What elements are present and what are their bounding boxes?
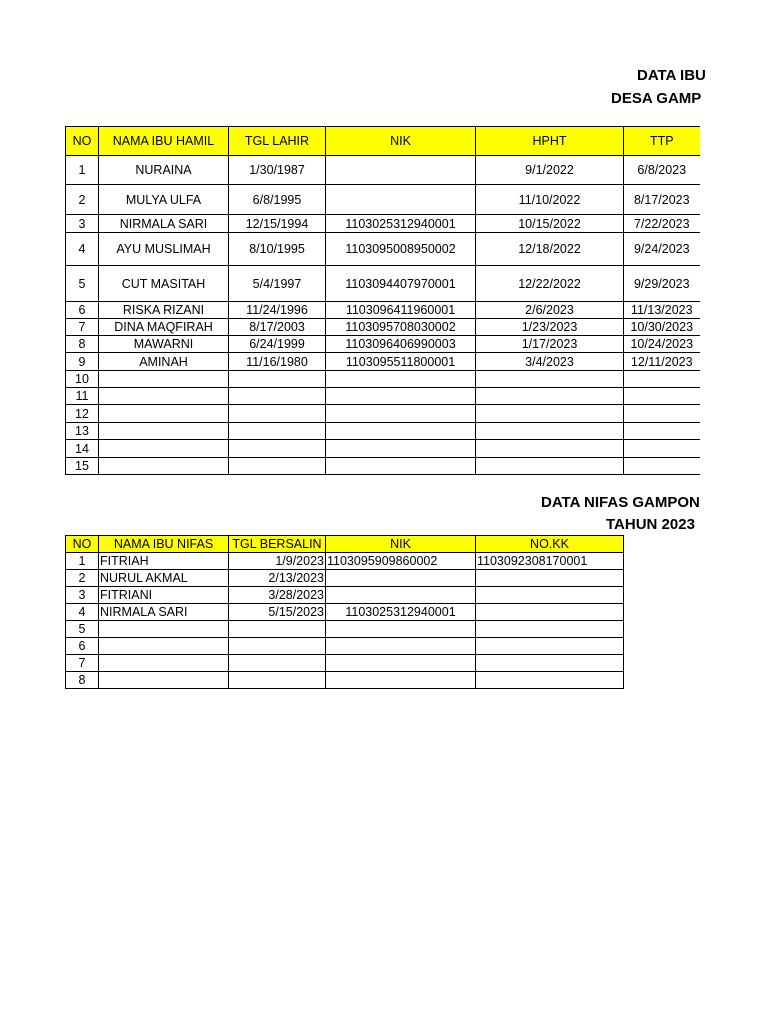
cell-nik: 1103095008950002 [326, 233, 476, 266]
cell-tgl-bersalin: 2/13/2023 [229, 570, 326, 587]
cell-no: 14 [66, 440, 99, 458]
cell-tgl-lahir [229, 458, 326, 475]
cell-nama [99, 655, 229, 672]
cell-no: 8 [66, 672, 99, 689]
cell-tgl-bersalin: 3/28/2023 [229, 587, 326, 604]
cell-nik [326, 672, 476, 689]
cell-no: 1 [66, 553, 99, 570]
cell-nama: MAWARNI [99, 336, 229, 353]
header-no-kk: NO.KK [476, 536, 624, 553]
nifas-title-line1: DATA NIFAS GAMPON [541, 494, 700, 511]
cell-ttp [624, 458, 700, 475]
cell-nik [326, 655, 476, 672]
cell-nik [326, 638, 476, 655]
header-tgl-lahir: TGL LAHIR [229, 127, 326, 156]
cell-tgl-lahir: 8/17/2003 [229, 319, 326, 336]
cell-nama [99, 672, 229, 689]
cell-tgl-lahir: 6/24/1999 [229, 336, 326, 353]
cell-nik [326, 570, 476, 587]
cell-tgl-lahir: 8/10/1995 [229, 233, 326, 266]
cell-ttp: 9/24/2023 [624, 233, 700, 266]
cell-no-kk [476, 570, 624, 587]
cell-no: 5 [66, 266, 99, 302]
cell-nama: DINA MAQFIRAH [99, 319, 229, 336]
cell-no: 7 [66, 319, 99, 336]
cell-nama: FITRIANI [99, 587, 229, 604]
table-row [66, 553, 624, 570]
cell-ttp [624, 440, 700, 458]
hamil-title-line2: DESA GAMP [611, 90, 702, 107]
table-row [66, 587, 624, 604]
header-nama: NAMA IBU HAMIL [99, 127, 229, 156]
cell-tgl-lahir [229, 371, 326, 388]
cell-hpht [476, 388, 624, 405]
cell-nik: 1103096411960001 [326, 302, 476, 319]
cell-tgl-bersalin [229, 638, 326, 655]
cell-nama [99, 638, 229, 655]
cell-ttp: 8/17/2023 [624, 185, 700, 215]
cell-no-kk [476, 672, 624, 689]
table-row [66, 302, 700, 319]
cell-no: 13 [66, 423, 99, 440]
header-nama: NAMA IBU NIFAS [99, 536, 229, 553]
cell-hpht [476, 405, 624, 423]
table-row [66, 353, 700, 371]
cell-nik: 1103025312940001 [326, 604, 476, 621]
header-tgl-bersalin: TGL BERSALIN [229, 536, 326, 553]
cell-no: 1 [66, 156, 99, 185]
cell-ttp: 7/22/2023 [624, 215, 700, 233]
cell-nama: AMINAH [99, 353, 229, 371]
cell-no: 2 [66, 185, 99, 215]
ibu-nifas-table [65, 535, 624, 689]
table-row [66, 371, 700, 388]
table-row [66, 604, 624, 621]
cell-hpht: 11/10/2022 [476, 185, 624, 215]
cell-ttp: 6/8/2023 [624, 156, 700, 185]
cell-tgl-bersalin: 1/9/2023 [229, 553, 326, 570]
table-row [66, 423, 700, 440]
header-nik: NIK [326, 127, 476, 156]
cell-nama: CUT MASITAH [99, 266, 229, 302]
cell-tgl-lahir: 12/15/1994 [229, 215, 326, 233]
cell-tgl-bersalin [229, 655, 326, 672]
header-hpht: HPHT [476, 127, 624, 156]
header-row [66, 536, 624, 553]
cell-tgl-bersalin [229, 672, 326, 689]
cell-ttp [624, 388, 700, 405]
cell-no: 10 [66, 371, 99, 388]
table-row [66, 233, 700, 266]
hamil-title-line1: DATA IBU [637, 67, 706, 84]
cell-hpht [476, 371, 624, 388]
cell-hpht: 1/17/2023 [476, 336, 624, 353]
cell-hpht [476, 423, 624, 440]
cell-nik [326, 621, 476, 638]
cell-nama [99, 405, 229, 423]
cell-ttp [624, 423, 700, 440]
cell-nama: NIRMALA SARI [99, 215, 229, 233]
cell-nama [99, 621, 229, 638]
cell-no: 3 [66, 215, 99, 233]
cell-hpht: 1/23/2023 [476, 319, 624, 336]
cell-ttp: 12/11/2023 [624, 353, 700, 371]
cell-tgl-bersalin: 5/15/2023 [229, 604, 326, 621]
cell-nik [326, 371, 476, 388]
table-row [66, 319, 700, 336]
header-no: NO [66, 127, 99, 156]
cell-hpht: 3/4/2023 [476, 353, 624, 371]
cell-nama [99, 371, 229, 388]
cell-nama [99, 458, 229, 475]
cell-hpht: 10/15/2022 [476, 215, 624, 233]
cell-no: 2 [66, 570, 99, 587]
cell-hpht [476, 440, 624, 458]
cell-nama [99, 388, 229, 405]
cell-no: 7 [66, 655, 99, 672]
cell-tgl-lahir: 1/30/1987 [229, 156, 326, 185]
cell-nama: AYU MUSLIMAH [99, 233, 229, 266]
cell-nik [326, 423, 476, 440]
cell-nik [326, 587, 476, 604]
cell-ttp: 10/30/2023 [624, 319, 700, 336]
cell-nik: 1103025312940001 [326, 215, 476, 233]
table-row [66, 388, 700, 405]
cell-nama: FITRIAH [99, 553, 229, 570]
cell-hpht [476, 458, 624, 475]
table-row [66, 655, 624, 672]
cell-no: 8 [66, 336, 99, 353]
cell-tgl-lahir: 11/16/1980 [229, 353, 326, 371]
cell-nik [326, 388, 476, 405]
cell-no: 6 [66, 302, 99, 319]
cell-nama [99, 423, 229, 440]
table-row [66, 672, 624, 689]
cell-nik [326, 440, 476, 458]
cell-no: 15 [66, 458, 99, 475]
nifas-title-line2: TAHUN 2023 [606, 516, 695, 533]
table-row [66, 570, 624, 587]
cell-nama: RISKA RIZANI [99, 302, 229, 319]
ibu-hamil-table [65, 126, 700, 475]
table-row [66, 185, 700, 215]
cell-hpht: 12/22/2022 [476, 266, 624, 302]
cell-no: 5 [66, 621, 99, 638]
cell-nik [326, 185, 476, 215]
cell-no-kk [476, 587, 624, 604]
cell-no-kk [476, 621, 624, 638]
cell-tgl-lahir [229, 423, 326, 440]
table-row [66, 336, 700, 353]
cell-tgl-lahir: 11/24/1996 [229, 302, 326, 319]
cell-hpht: 12/18/2022 [476, 233, 624, 266]
cell-nik: 1103095511800001 [326, 353, 476, 371]
cell-nik: 1103096406990003 [326, 336, 476, 353]
table-row [66, 405, 700, 423]
cell-hpht: 9/1/2022 [476, 156, 624, 185]
cell-no: 9 [66, 353, 99, 371]
cell-no-kk: 1103092308170001 [476, 553, 624, 570]
table-row [66, 266, 700, 302]
cell-no-kk [476, 638, 624, 655]
cell-ttp [624, 405, 700, 423]
cell-no: 12 [66, 405, 99, 423]
header-ttp: TTP [624, 127, 700, 156]
cell-no: 4 [66, 233, 99, 266]
cell-ttp: 11/13/2023 [624, 302, 700, 319]
table-row [66, 458, 700, 475]
cell-tgl-lahir [229, 440, 326, 458]
header-nik: NIK [326, 536, 476, 553]
cell-nama: NURAINA [99, 156, 229, 185]
cell-tgl-lahir [229, 405, 326, 423]
cell-no-kk [476, 655, 624, 672]
header-row [66, 127, 700, 156]
cell-tgl-lahir: 6/8/1995 [229, 185, 326, 215]
cell-no: 6 [66, 638, 99, 655]
cell-ttp: 10/24/2023 [624, 336, 700, 353]
cell-ttp: 9/29/2023 [624, 266, 700, 302]
table-row [66, 156, 700, 185]
cell-no-kk [476, 604, 624, 621]
table-row [66, 440, 700, 458]
cell-ttp [624, 371, 700, 388]
cell-nama: MULYA ULFA [99, 185, 229, 215]
header-no: NO [66, 536, 99, 553]
cell-no: 3 [66, 587, 99, 604]
cell-nik: 1103095909860002 [326, 553, 476, 570]
cell-nik [326, 156, 476, 185]
cell-nama: NURUL AKMAL [99, 570, 229, 587]
cell-nik: 1103095708030002 [326, 319, 476, 336]
cell-nik [326, 458, 476, 475]
cell-nik [326, 405, 476, 423]
cell-nama [99, 440, 229, 458]
cell-no: 4 [66, 604, 99, 621]
table-row [66, 215, 700, 233]
cell-hpht: 2/6/2023 [476, 302, 624, 319]
cell-nama: NIRMALA SARI [99, 604, 229, 621]
cell-tgl-lahir [229, 388, 326, 405]
table-row [66, 638, 624, 655]
table-row [66, 621, 624, 638]
cell-no: 11 [66, 388, 99, 405]
cell-nik: 1103094407970001 [326, 266, 476, 302]
cell-tgl-bersalin [229, 621, 326, 638]
cell-tgl-lahir: 5/4/1997 [229, 266, 326, 302]
